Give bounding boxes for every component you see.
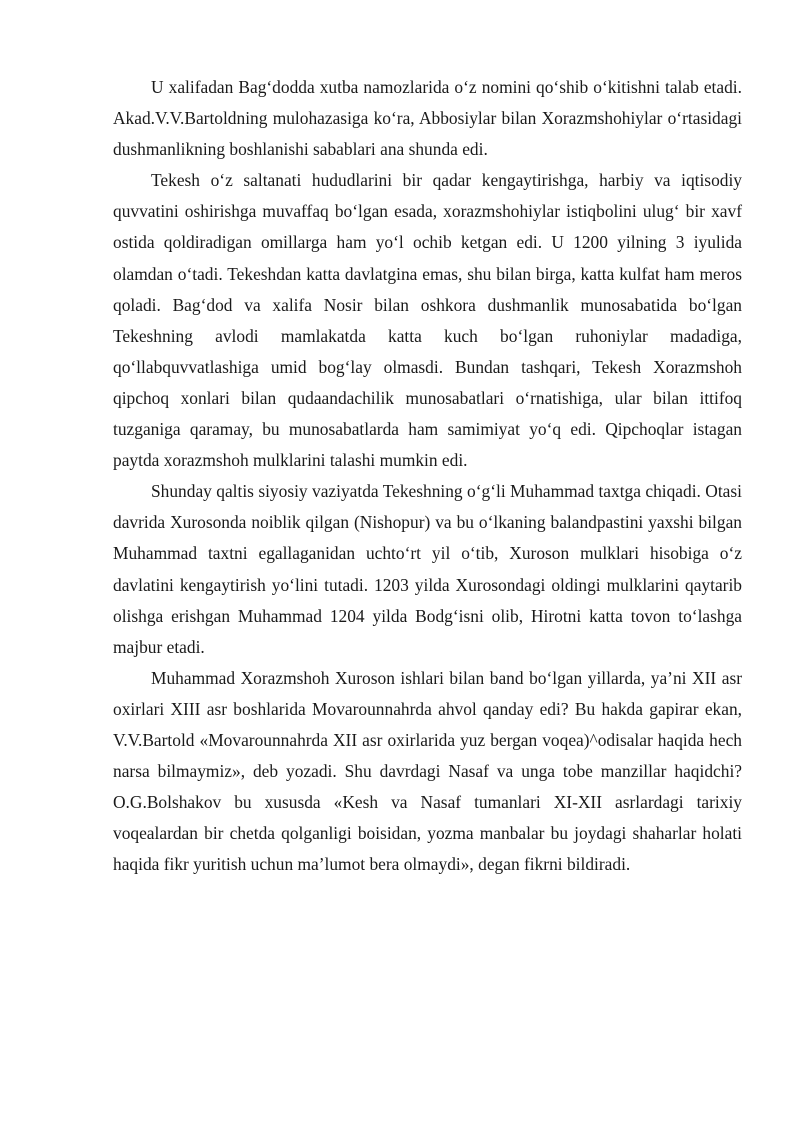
document-page: [113, 72, 742, 880]
paragraph-2: Tekesh o‘z saltanati hududlarini bir qadar kengaytirishga, harbiy va iqtisodiy quvvatini oshirishga muvaffaq bo‘lgan esada, xorazmshohiylar istiqbolini ulug‘ bir xavf ostida qoldiradigan omillarga ham yo‘l ochib ketgan edi. U 1200 yilning 3 iyulida olamdan o‘tadi. Tekeshdan katta davlatgina emas, shu bilan birga, katta kulfat ham meros qoladi. Bag‘dod va xalifa Nosir bilan oshkora dushmanlik munosabatida bo‘lgan Tekeshning avlodi mamlakatda katta kuch bo‘lgan ruhoniylar madadiga, qo‘llabquvvatlashiga umid bog‘lay olmasdi. Bundan tashqari, Tekesh Xorazmshoh qipchoq xonlari bilan qudaandachilik munosabatlari o‘rnatishiga, ular bilan ittifoq tuzganiga qaramay, bu munosabatlarda ham samimiyat yo‘q edi. Qipchoqlar istagan paytda xorazmshoh mulklarini talashi mumkin edi.: [113, 170, 742, 471]
paragraph-4: Muhammad Xorazmshoh Xuroson ishlari bilan band bo‘lgan yillarda, ya’ni XII asr oxirlari XIII asr boshlarida Movarounnahrda ahvol qanday edi? Bu hakda gapirar ekan, V.V.Bartold «Movarounnahrda XII asr oxirlarida yuz bergan voqea)^odisalar haqida hech narsa bilmaymiz», deb yozadi. Shu davrdagi Nasaf va unga tobe manzillar haqidchi? O.G.Bolshakov bu xususda «Kesh va Nasaf tumanlari XI-XII asrlardagi tarixiy voqealardan bir chetda qolganligi boisidan, yozma manbalar bu joydagi shaharlar holati haqida fikr yuritish uchun ma’lumot bera olmaydi», degan fikrni bildiradi.: [113, 667, 742, 875]
paragraph-1: U xalifadan Bag‘dodda xutba namozlarida o‘z nomini qo‘shib o‘kitishni talab etadi. Akad.V.V.Bartoldning mulohazasiga ko‘ra, Abbosiylar bilan Xorazmshohiylar o‘rtasidagi dushmanlikning boshlanishi sabablari ana shunda edi.: [113, 77, 742, 160]
paragraph-3: Shunday qaltis siyosiy vaziyatda Tekeshning o‘g‘li Muhammad taxtga chiqadi. Otasi davrida Xurosonda noiblik qilgan (Nishopur) va bu o‘lkaning balandpastini yaxshi bilgan Muhammad taxtni egallaganidan uchto‘rt yil o‘tib, Xuroson mulklari hisobiga o‘z davlatini kengaytirish yo‘lini tutadi. 1203 yilda Xurosondagi oldingi mulklarini qaytarib olishga erishgan Muhammad 1204 yilda Bodg‘isni olib, Hirotni katta tovon to‘lashga majbur etadi.: [113, 481, 742, 657]
